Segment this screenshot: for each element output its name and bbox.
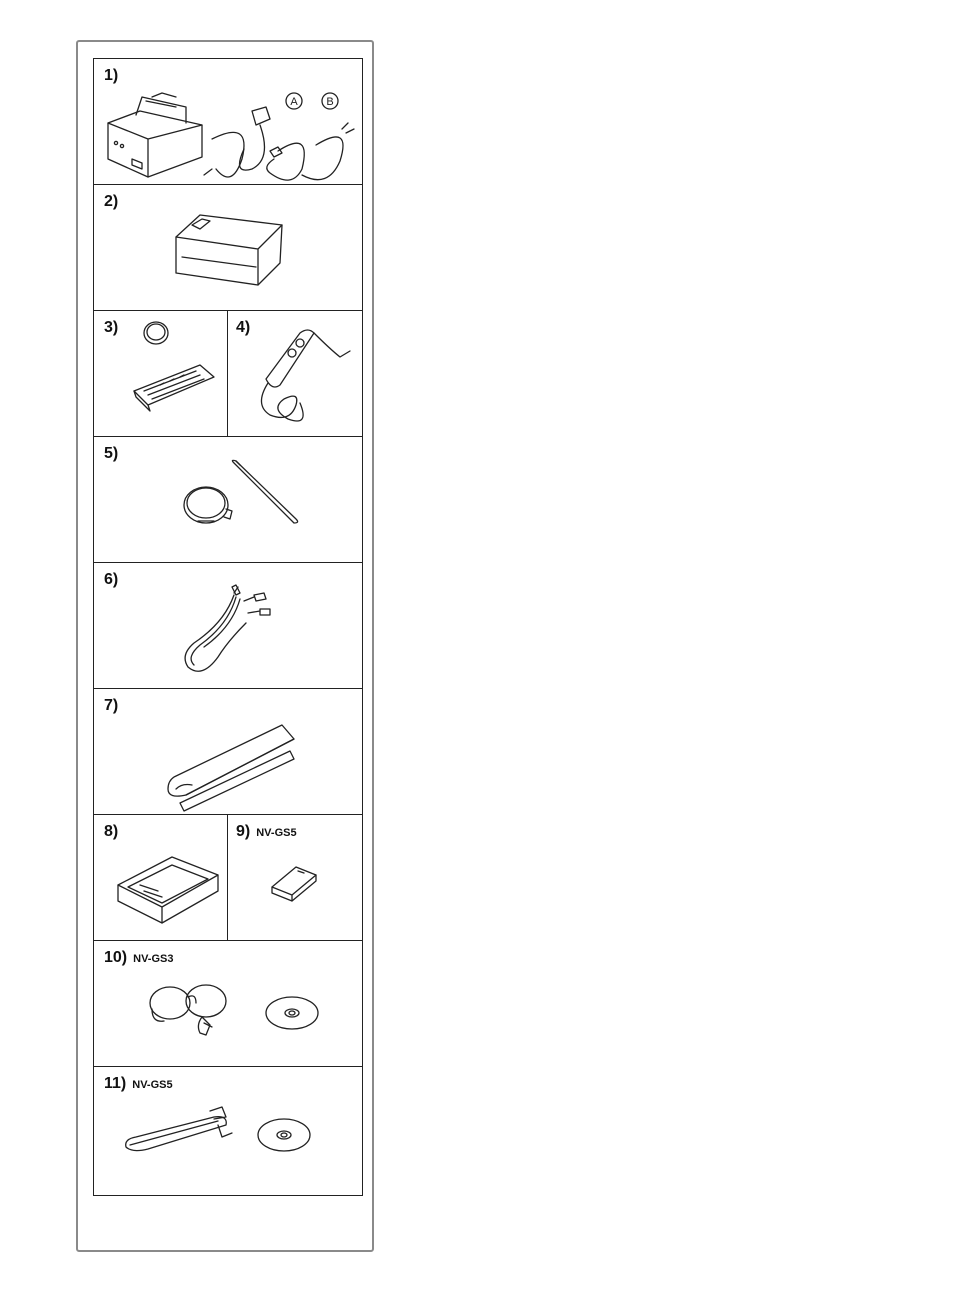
model-label: NV-GS5: [256, 827, 297, 839]
remote-control-icon: [130, 361, 220, 411]
accessory-row-7: [94, 815, 362, 941]
accessory-cell-4: [228, 311, 362, 436]
accessory-row-9: [94, 1067, 362, 1193]
cd-rom-icon: [256, 1117, 316, 1157]
model-label: NV-GS5: [132, 1079, 173, 1091]
cd-rom-icon: [264, 995, 324, 1035]
accessory-row-3: [94, 311, 362, 437]
battery-icon: [172, 211, 292, 291]
item-number: 11) NV-GS5: [104, 1075, 173, 1092]
cable-marker-a: [284, 91, 304, 111]
usb-grip-icon: [144, 975, 234, 1045]
item-number: 4): [236, 319, 251, 336]
button-battery-icon: [142, 319, 172, 349]
remote-grip-icon: [240, 319, 360, 431]
av-cable-icon: [174, 583, 284, 673]
memory-card-icon: [268, 861, 328, 911]
accessory-grid: [93, 58, 363, 1196]
svg-text:B: B: [326, 96, 334, 108]
item-number: 1): [104, 67, 119, 84]
accessory-cell-3: [94, 311, 228, 436]
item-number: 9) NV-GS5: [236, 823, 297, 840]
cable-marker-b: [320, 91, 340, 111]
accessory-row-2: [94, 185, 362, 311]
item-number: 3): [104, 319, 119, 336]
shoulder-strap-icon: [162, 719, 302, 799]
item-number: 6): [104, 571, 119, 588]
usb-cable-icon: [118, 1103, 238, 1163]
accessory-row-1: [94, 59, 362, 185]
svg-text:A: A: [290, 96, 298, 108]
accessory-row-5: [94, 563, 362, 689]
item-number: 2): [104, 193, 119, 210]
accessory-row-8: [94, 941, 362, 1067]
item-number: 7): [104, 697, 119, 714]
item-number: 8): [104, 823, 119, 840]
strap-cord-icon: [226, 457, 306, 527]
item-number: 10) NV-GS3: [104, 949, 174, 966]
accessory-row-4: [94, 437, 362, 563]
accessory-row-6: [94, 689, 362, 815]
item-number: 5): [104, 445, 119, 462]
accessory-cell-9: [228, 815, 362, 940]
model-label: NV-GS3: [133, 953, 174, 965]
cassette-case-icon: [114, 851, 224, 931]
accessory-cell-8: [94, 815, 228, 940]
